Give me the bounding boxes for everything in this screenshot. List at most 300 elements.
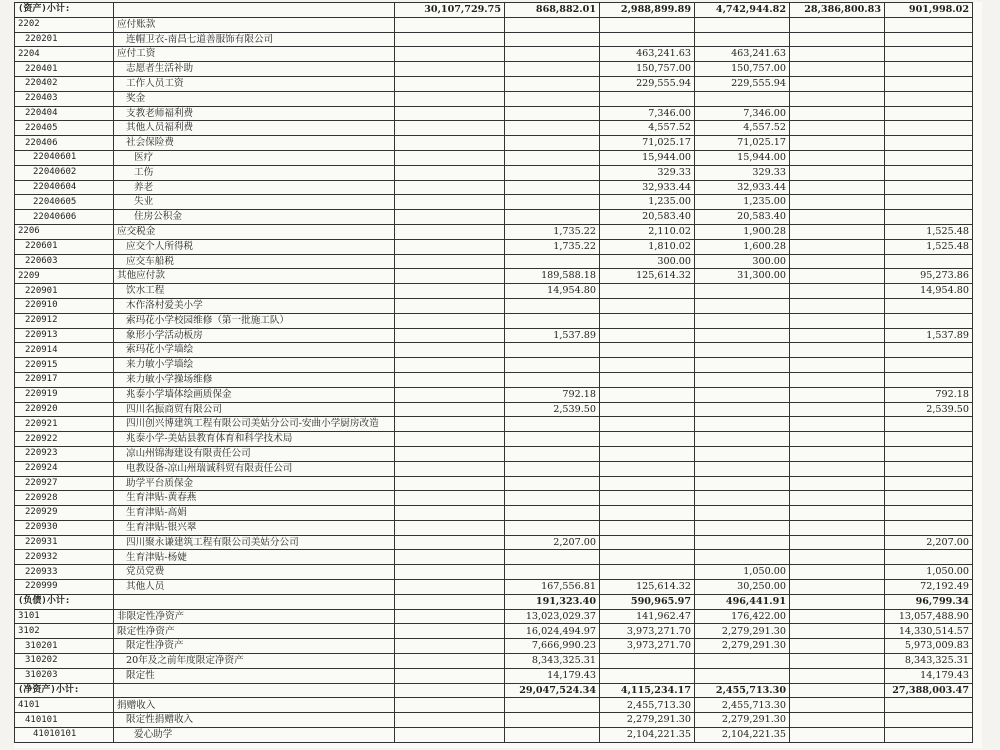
amount-cell-col1 [395,32,505,47]
account-code: 220922 [15,432,114,447]
amount-cell-col1 [395,343,505,358]
amount-cell-col6: 1,050.00 [885,565,973,580]
account-code: 3102 [15,624,114,639]
account-code: 220931 [15,535,114,550]
amount-cell-col3 [600,32,695,47]
account-code: 2204 [15,47,114,62]
amount-cell-col2 [505,506,600,521]
amount-cell-col5 [790,535,885,550]
amount-cell-col4: 1,050.00 [695,565,790,580]
amount-cell-col5 [790,624,885,639]
amount-cell-col5 [790,358,885,373]
amount-cell-col2: 14,179.43 [505,668,600,683]
amount-cell-col5 [790,165,885,180]
amount-cell-col5 [790,224,885,239]
amount-cell-col4: 7,346.00 [695,106,790,121]
amount-cell-col2 [505,417,600,432]
amount-cell-col2: 14,954.80 [505,284,600,299]
amount-cell-col4 [695,520,790,535]
amount-cell-col5 [790,461,885,476]
amount-cell-col5 [790,269,885,284]
amount-cell-col4 [695,17,790,32]
amount-cell-col1 [395,506,505,521]
amount-cell-col6 [885,461,973,476]
amount-cell-col3 [600,313,695,328]
amount-cell-col6: 72,192.49 [885,580,973,595]
account-name: 象形小学活动板房 [114,328,395,343]
account-code: 220923 [15,446,114,461]
table-row [15,713,973,728]
account-name: 其他人员福利费 [114,121,395,136]
amount-cell-col3 [600,387,695,402]
table-row [15,654,973,669]
account-name: 四川名振商贸有限公司 [114,402,395,417]
account-name: 爱心助学 [114,728,395,743]
table-row [15,91,973,106]
account-name: 索玛花小学墙绘 [114,343,395,358]
amount-cell-col3 [600,284,695,299]
account-name: 应交税金 [114,224,395,239]
amount-cell-col3 [600,402,695,417]
account-code: 410101 [15,713,114,728]
account-code: 310201 [15,639,114,654]
account-name: 生育津贴-黄春燕 [114,491,395,506]
amount-cell-col1 [395,269,505,284]
amount-cell-col3: 2,104,221.35 [600,728,695,743]
account-code: 2206 [15,224,114,239]
amount-cell-col6 [885,165,973,180]
table-row [15,32,973,47]
amount-cell-col4: 4,742,944.82 [695,3,790,18]
subtotal-label: (负债)小计: [15,594,114,609]
amount-cell-col5 [790,313,885,328]
amount-cell-col3: 3,973,271.70 [600,639,695,654]
table-row [15,17,973,32]
amount-cell-col5 [790,195,885,210]
account-name: 助学平台质保金 [114,476,395,491]
amount-cell-col6: 901,998.02 [885,3,973,18]
amount-cell-col4 [695,654,790,669]
account-name: 兆泰小学-美姑县教育体育和科学技术局 [114,432,395,447]
amount-cell-col4 [695,298,790,313]
amount-cell-col3: 4,115,234.17 [600,683,695,698]
amount-cell-col1 [395,298,505,313]
amount-cell-col3 [600,17,695,32]
amount-cell-col6 [885,62,973,77]
amount-cell-col1 [395,728,505,743]
table-row [15,284,973,299]
amount-cell-col6 [885,210,973,225]
account-code: 41010101 [15,728,114,743]
amount-cell-col6 [885,91,973,106]
amount-cell-col4: 176,422.00 [695,609,790,624]
table-row [15,298,973,313]
table-row [15,476,973,491]
amount-cell-col1 [395,254,505,269]
amount-cell-col5 [790,668,885,683]
amount-cell-col4: 463,241.63 [695,47,790,62]
amount-cell-col2 [505,91,600,106]
amount-cell-col1 [395,580,505,595]
amount-cell-col5 [790,609,885,624]
amount-cell-col4: 71,025.17 [695,136,790,151]
amount-cell-col1 [395,550,505,565]
amount-cell-col6 [885,372,973,387]
amount-cell-col6 [885,313,973,328]
amount-cell-col5 [790,343,885,358]
amount-cell-col5 [790,32,885,47]
account-name: 限定性捐赠收入 [114,713,395,728]
amount-cell-col5 [790,550,885,565]
amount-cell-col6 [885,432,973,447]
amount-cell-col4 [695,461,790,476]
amount-cell-col3: 329.33 [600,165,695,180]
amount-cell-col6: 1,525.48 [885,224,973,239]
amount-cell-col3: 2,279,291.30 [600,713,695,728]
amount-cell-col2 [505,491,600,506]
account-code: 220201 [15,32,114,47]
amount-cell-col1 [395,594,505,609]
amount-cell-col5 [790,491,885,506]
amount-cell-col2: 1,537.89 [505,328,600,343]
amount-cell-col4 [695,372,790,387]
amount-cell-col4 [695,313,790,328]
amount-cell-col1 [395,313,505,328]
amount-cell-col3 [600,550,695,565]
amount-cell-col5 [790,62,885,77]
amount-cell-col5 [790,402,885,417]
amount-cell-col4: 329.33 [695,165,790,180]
amount-cell-col6 [885,713,973,728]
amount-cell-col2: 191,323.40 [505,594,600,609]
amount-cell-col5 [790,728,885,743]
amount-cell-col1 [395,461,505,476]
amount-cell-col2 [505,106,600,121]
amount-cell-col1 [395,417,505,432]
amount-cell-col1 [395,284,505,299]
amount-cell-col6 [885,106,973,121]
amount-cell-col5 [790,17,885,32]
account-code: 220901 [15,284,114,299]
account-code: 3101 [15,609,114,624]
account-code: 2202 [15,17,114,32]
amount-cell-col3 [600,298,695,313]
account-code: 22040605 [15,195,114,210]
amount-cell-col4: 1,600.28 [695,239,790,254]
account-code: 220914 [15,343,114,358]
account-code: 220919 [15,387,114,402]
amount-cell-col3 [600,668,695,683]
amount-cell-col4 [695,506,790,521]
amount-cell-col4 [695,32,790,47]
account-code: 220910 [15,298,114,313]
account-name: 支教老师福利费 [114,106,395,121]
amount-cell-col4 [695,91,790,106]
amount-cell-col4 [695,358,790,373]
account-name: 奖金 [114,91,395,106]
amount-cell-col1 [395,639,505,654]
account-code: 220920 [15,402,114,417]
account-name: 20年及之前年度限定净资产 [114,654,395,669]
amount-cell-col6 [885,32,973,47]
amount-cell-col6: 95,273.86 [885,269,973,284]
table-row [15,624,973,639]
table-row [15,136,973,151]
amount-cell-col2 [505,32,600,47]
amount-cell-col5 [790,417,885,432]
amount-cell-col5 [790,387,885,402]
amount-cell-col6 [885,520,973,535]
amount-cell-col1 [395,91,505,106]
account-name: 连帽卫衣-南昌七道善服饰有限公司 [114,32,395,47]
account-code: 310202 [15,654,114,669]
amount-cell-col3: 1,810.02 [600,239,695,254]
amount-cell-col5 [790,150,885,165]
amount-cell-col2 [505,476,600,491]
amount-cell-col5 [790,506,885,521]
amount-cell-col4 [695,535,790,550]
amount-cell-col5 [790,239,885,254]
table-row [15,417,973,432]
amount-cell-col1 [395,121,505,136]
table-row [15,491,973,506]
amount-cell-col6 [885,506,973,521]
table-row [15,269,973,284]
table-row [15,328,973,343]
amount-cell-col3: 463,241.63 [600,47,695,62]
amount-cell-col3: 4,557.52 [600,121,695,136]
amount-cell-col2: 792.18 [505,387,600,402]
amount-cell-col4: 4,557.52 [695,121,790,136]
amount-cell-col5 [790,121,885,136]
amount-cell-col3: 1,235.00 [600,195,695,210]
amount-cell-col3 [600,343,695,358]
amount-cell-col1: 30,107,729.75 [395,3,505,18]
amount-cell-col2: 167,556.81 [505,580,600,595]
amount-cell-col2 [505,432,600,447]
amount-cell-col2: 13,023,029.37 [505,609,600,624]
account-name: 社会保险费 [114,136,395,151]
account-code: 220402 [15,76,114,91]
table-row [15,47,973,62]
table-row [15,580,973,595]
amount-cell-col2 [505,713,600,728]
account-code: 220915 [15,358,114,373]
table-row [15,180,973,195]
amount-cell-col3 [600,91,695,106]
account-name: 电教设备-凉山州瑞诚科贸有限责任公司 [114,461,395,476]
amount-cell-col3 [600,461,695,476]
table-row [15,728,973,743]
amount-cell-col2 [505,62,600,77]
amount-cell-col3: 2,988,899.89 [600,3,695,18]
amount-cell-col1 [395,195,505,210]
amount-cell-col2: 7,666,990.23 [505,639,600,654]
account-name: 来力敏小学操场维修 [114,372,395,387]
account-code: 220928 [15,491,114,506]
account-code: 2209 [15,269,114,284]
amount-cell-col5 [790,580,885,595]
amount-cell-col2 [505,195,600,210]
amount-cell-col4: 300.00 [695,254,790,269]
amount-cell-col4 [695,387,790,402]
amount-cell-col6: 14,954.80 [885,284,973,299]
amount-cell-col6 [885,728,973,743]
amount-cell-col2 [505,180,600,195]
amount-cell-col5 [790,594,885,609]
amount-cell-col3: 300.00 [600,254,695,269]
amount-cell-col2: 189,588.18 [505,269,600,284]
table-row [15,668,973,683]
account-code: 220921 [15,417,114,432]
amount-cell-col4 [695,550,790,565]
amount-cell-col3: 2,110.02 [600,224,695,239]
account-name: 住房公积金 [114,210,395,225]
amount-cell-col2 [505,17,600,32]
amount-cell-col6 [885,17,973,32]
account-name: 失业 [114,195,395,210]
amount-cell-col4: 150,757.00 [695,62,790,77]
amount-cell-col2 [505,150,600,165]
amount-cell-col3 [600,372,695,387]
amount-cell-col4: 2,279,291.30 [695,624,790,639]
amount-cell-col6 [885,491,973,506]
table-row [15,535,973,550]
amount-cell-col1 [395,239,505,254]
amount-cell-col6: 8,343,325.31 [885,654,973,669]
amount-cell-col2 [505,565,600,580]
account-name: 非限定性净资产 [114,609,395,624]
table-row [15,239,973,254]
account-name: 限定性净资产 [114,639,395,654]
amount-cell-col1 [395,565,505,580]
amount-cell-col1 [395,62,505,77]
amount-cell-col1 [395,136,505,151]
amount-cell-col5 [790,713,885,728]
table-row [15,224,973,239]
account-code: 220933 [15,565,114,580]
amount-cell-col5 [790,432,885,447]
amount-cell-col2 [505,372,600,387]
amount-cell-col1 [395,654,505,669]
amount-cell-col5 [790,683,885,698]
amount-cell-col4 [695,476,790,491]
amount-cell-col2: 8,343,325.31 [505,654,600,669]
amount-cell-col2: 2,539.50 [505,402,600,417]
table-row [15,210,973,225]
account-code: 22040604 [15,180,114,195]
table-row [15,106,973,121]
amount-cell-col3: 229,555.94 [600,76,695,91]
amount-cell-col4: 20,583.40 [695,210,790,225]
subtotal-row [15,3,973,18]
amount-cell-col5 [790,254,885,269]
amount-cell-col6 [885,698,973,713]
account-name: 捐赠收入 [114,698,395,713]
amount-cell-col3: 2,455,713.30 [600,698,695,713]
amount-cell-col5 [790,639,885,654]
amount-cell-col2 [505,343,600,358]
amount-cell-col6: 792.18 [885,387,973,402]
amount-cell-col2 [505,210,600,225]
account-name: 志愿者生活补助 [114,62,395,77]
amount-cell-col5 [790,106,885,121]
amount-cell-col1 [395,535,505,550]
amount-cell-col5 [790,47,885,62]
amount-cell-col1 [395,150,505,165]
amount-cell-col4: 32,933.44 [695,180,790,195]
amount-cell-col1 [395,224,505,239]
amount-cell-col4: 30,250.00 [695,580,790,595]
account-code: 220927 [15,476,114,491]
amount-cell-col4 [695,446,790,461]
amount-cell-col6 [885,150,973,165]
account-code: 220999 [15,580,114,595]
account-name: 凉山州锦海建设有限责任公司 [114,446,395,461]
amount-cell-col5 [790,91,885,106]
amount-cell-col1 [395,210,505,225]
account-code: 220401 [15,62,114,77]
amount-cell-col3 [600,432,695,447]
amount-cell-col6 [885,136,973,151]
account-code: 22040602 [15,165,114,180]
table-row [15,609,973,624]
amount-cell-col4 [695,328,790,343]
account-name: 限定性 [114,668,395,683]
amount-cell-col6 [885,476,973,491]
amount-cell-col1 [395,372,505,387]
account-name: 应付工资 [114,47,395,62]
amount-cell-col3: 15,944.00 [600,150,695,165]
amount-cell-col1 [395,17,505,32]
table-row [15,565,973,580]
amount-cell-col1 [395,358,505,373]
account-name: 生育津贴-高娟 [114,506,395,521]
amount-cell-col6 [885,254,973,269]
table-row [15,254,973,269]
amount-cell-col6 [885,298,973,313]
amount-cell-col6 [885,47,973,62]
amount-cell-col1 [395,668,505,683]
amount-cell-col4: 1,900.28 [695,224,790,239]
amount-cell-col2 [505,47,600,62]
amount-cell-col6: 96,799.34 [885,594,973,609]
amount-cell-col2 [505,446,600,461]
amount-cell-col1 [395,47,505,62]
account-name: 其他人员 [114,580,395,595]
amount-cell-col3: 3,973,271.70 [600,624,695,639]
amount-cell-col1 [395,387,505,402]
amount-cell-col2 [505,121,600,136]
amount-cell-col6: 27,388,003.47 [885,683,973,698]
amount-cell-col1 [395,76,505,91]
amount-cell-col1 [395,432,505,447]
account-name: 其他应付款 [114,269,395,284]
amount-cell-col3: 150,757.00 [600,62,695,77]
account-code: 220405 [15,121,114,136]
amount-cell-col1 [395,180,505,195]
amount-cell-col3: 32,933.44 [600,180,695,195]
amount-cell-col4: 496,441.91 [695,594,790,609]
amount-cell-col4: 2,279,291.30 [695,639,790,654]
amount-cell-col2 [505,298,600,313]
subtotal-row [15,683,973,698]
amount-cell-col3: 125,614.32 [600,580,695,595]
table-row [15,150,973,165]
amount-cell-col2 [505,728,600,743]
amount-cell-col5: 28,386,800.83 [790,3,885,18]
amount-cell-col1 [395,402,505,417]
